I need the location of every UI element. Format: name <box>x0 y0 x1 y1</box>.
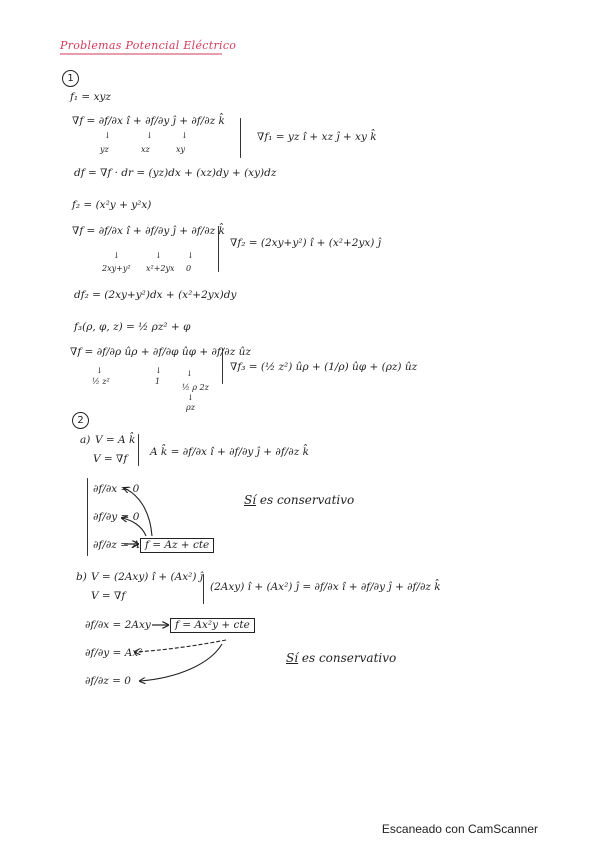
p1c-partial-phi: 1 <box>155 377 161 386</box>
p1b-function: f₂ = (x²y + y²x) <box>72 199 152 211</box>
p1a-arrow-1: ↓ <box>104 131 111 140</box>
p1a-result: ∇f₁ = yz î + xz ĵ + xy k̂ <box>257 131 377 143</box>
p2a-eq-z: ∂f/∂z = A <box>93 539 140 551</box>
p1a-gradient: ∇f = ∂f/∂x î + ∂f/∂y ĵ + ∂f/∂z k̂ <box>72 115 225 127</box>
p2a-label: a) <box>80 434 91 446</box>
p1c-arrow-1: ↓ <box>96 366 103 375</box>
p2b-condition: V = ∇f <box>91 590 126 602</box>
problem-2-number: 2 <box>72 412 89 429</box>
p1c-arrow-2: ↓ <box>155 366 162 375</box>
p2b-eq-x: ∂f/∂x = 2Axy <box>85 619 151 631</box>
page-title: Problemas Potencial Eléctrico <box>60 39 237 52</box>
p2a-arrow-to-eq-x <box>124 488 152 536</box>
p1b-partial-z: 0 <box>186 264 192 273</box>
p1a-function: f₁ = xyz <box>70 91 111 103</box>
p1c-partial-z-simplified: ρz <box>186 403 195 412</box>
p1b-partial-y: x²+2yx <box>146 264 175 273</box>
p2b-rhs: (2Axy) î + (Ax²) ĵ = ∂f/∂x î + ∂f/∂y ĵ + ∂f/∂z k̂ <box>210 581 441 593</box>
p2b-arrow-to-eq-z <box>140 644 222 681</box>
p1a-arrow-2: ↓ <box>146 131 153 140</box>
p1a-partial-y: xz <box>141 145 150 154</box>
scanner-watermark: Escaneado con CamScanner <box>381 822 538 836</box>
p2a-verdict-rest: es conservativo <box>259 493 355 507</box>
p1c-arrow-4: ↓ <box>187 393 194 402</box>
p2b-eq-z: ∂f/∂z = 0 <box>85 675 131 687</box>
p1a-differential: df = ∇f · dr = (yz)dx + (xz)dy + (xy)dz <box>74 167 277 179</box>
p1c-function: f₃(ρ, φ, z) = ½ ρz² + φ <box>74 321 191 333</box>
p1c-result: ∇f₃ = (½ z²) ûρ + (1/ρ) ûφ + (ρz) ûz <box>230 361 418 373</box>
p1b-partial-x: 2xy+y² <box>102 264 131 273</box>
p1a-partial-x: yz <box>100 145 109 154</box>
p2b-answer: f = Ax²y + cte <box>170 618 255 633</box>
p1a-partial-z: xy <box>176 145 186 154</box>
p2a-eq-y: ∂f/∂y = 0 <box>93 511 140 523</box>
p1c-partial-rho: ½ z² <box>92 377 110 386</box>
p1b-result: ∇f₂ = (2xy+y²) î + (x²+2yx) ĵ <box>230 237 381 249</box>
p1c-arrow-3: ↓ <box>186 369 193 378</box>
p2a-field: V = A k̂ <box>95 434 136 446</box>
p2a-rhs: A k̂ = ∂f/∂x î + ∂f/∂y ĵ + ∂f/∂z k̂ <box>150 446 309 458</box>
p1c-partial-z: ½ ρ 2z <box>182 383 209 392</box>
p2a-verdict-si: Sí <box>244 493 257 507</box>
p1b-gradient: ∇f = ∂f/∂x î + ∂f/∂y ĵ + ∂f/∂z k̂ <box>72 225 225 237</box>
problem-1-number: 1 <box>62 70 79 87</box>
p1b-arrow-1: ↓ <box>113 251 120 260</box>
p2a-arrow-to-eq-y <box>122 518 146 536</box>
p1b-arrow-3: ↓ <box>187 251 194 260</box>
p2b-label: b) <box>76 571 87 583</box>
p1b-arrow-2: ↓ <box>155 251 162 260</box>
p2a-condition: V = ∇f <box>93 453 128 465</box>
p1c-gradient: ∇f = ∂f/∂ρ ûρ + ∂f/∂φ ûφ + ∂f/∂z ûz <box>70 346 251 358</box>
p2a-eq-x: ∂f/∂x = 0 <box>93 483 140 495</box>
p2b-field: V = (2Axy) î + (Ax²) ĵ <box>91 571 204 583</box>
p1b-differential: df₂ = (2xy+y²)dx + (x²+2yx)dy <box>74 289 237 301</box>
p1a-arrow-3: ↓ <box>181 131 188 140</box>
p2b-verdict-si: Sí <box>286 651 299 665</box>
p2a-answer: f = Az + cte <box>140 538 214 553</box>
p2b-eq-y: ∂f/∂y = Ax² <box>85 647 143 659</box>
p2b-arrow-to-eq-y <box>135 640 226 652</box>
p2b-verdict-rest: es conservativo <box>301 651 397 665</box>
